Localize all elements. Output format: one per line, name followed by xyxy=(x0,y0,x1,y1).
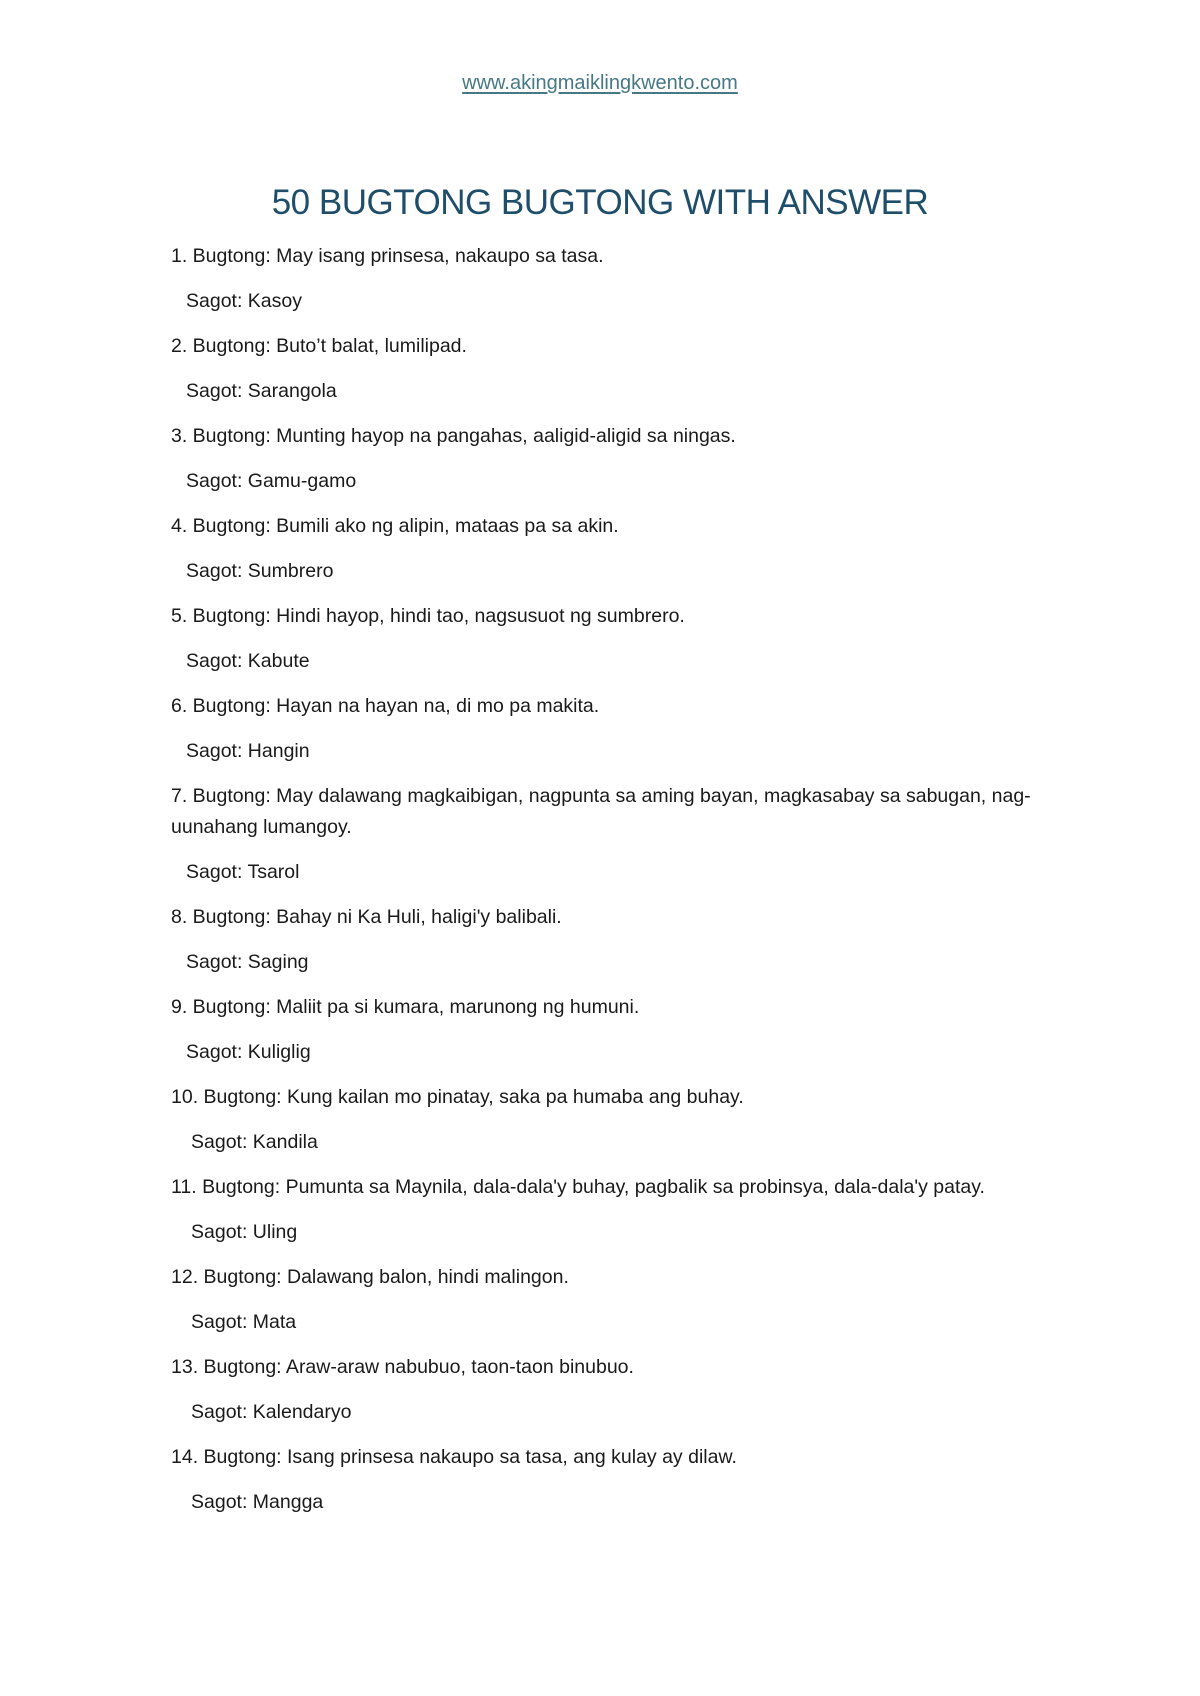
riddle-answer: Sagot: Kasoy xyxy=(186,290,302,312)
riddle-answer: Sagot: Sumbrero xyxy=(186,560,334,582)
riddle-question: 13. Bugtong: Araw-araw nabubuo, taon-taon binubuo. xyxy=(171,1356,634,1378)
riddle-answer: Sagot: Saging xyxy=(186,951,309,973)
riddle-question: 8. Bugtong: Bahay ni Ka Huli, haligi'y balibali. xyxy=(171,906,562,928)
riddle-list xyxy=(171,241,1031,1532)
riddle-question: 7. Bugtong: May dalawang magkaibigan, nagpunta sa aming bayan, magkasabay sa sabugan, nag-uunahang lumangoy. xyxy=(171,785,1031,838)
riddle-question: 2. Bugtong: Buto’t balat, lumilipad. xyxy=(171,335,467,357)
riddle-item xyxy=(171,511,1031,587)
riddle-answer: Sagot: Kandila xyxy=(191,1131,318,1153)
riddle-answer: Sagot: Uling xyxy=(191,1221,298,1243)
riddle-answer: Sagot: Kalendaryo xyxy=(191,1401,352,1423)
riddle-question: 3. Bugtong: Munting hayop na pangahas, aaligid-aligid sa ningas. xyxy=(171,425,736,447)
riddle-answer: Sagot: Gamu-gamo xyxy=(186,470,357,492)
riddle-answer: Sagot: Kuliglig xyxy=(186,1041,311,1063)
riddle-question: 12. Bugtong: Dalawang balon, hindi malingon. xyxy=(171,1266,569,1288)
riddle-item xyxy=(171,601,1031,677)
riddle-item xyxy=(171,331,1031,407)
riddle-answer: Sagot: Sarangola xyxy=(186,380,337,402)
riddle-answer: Sagot: Kabute xyxy=(186,650,310,672)
riddle-question: 14. Bugtong: Isang prinsesa nakaupo sa tasa, ang kulay ay dilaw. xyxy=(171,1446,737,1468)
riddle-question: 6. Bugtong: Hayan na hayan na, di mo pa makita. xyxy=(171,695,600,717)
riddle-question: 1. Bugtong: May isang prinsesa, nakaupo sa tasa. xyxy=(171,245,604,267)
riddle-item xyxy=(171,691,1031,767)
riddle-question: 11. Bugtong: Pumunta sa Maynila, dala-dala'y buhay, pagbalik sa probinsya, dala-dala'y patay. xyxy=(171,1176,985,1198)
site-link[interactable]: www.akingmaiklingkwento.com xyxy=(462,72,738,94)
riddle-item xyxy=(171,1172,1031,1248)
page-title: 50 BUGTONG BUGTONG WITH ANSWER xyxy=(271,183,929,222)
riddle-answer: Sagot: Mangga xyxy=(191,1491,324,1513)
riddle-item xyxy=(171,992,1031,1068)
riddle-item xyxy=(171,902,1031,978)
riddle-item xyxy=(171,781,1031,888)
riddle-question: 9. Bugtong: Maliit pa si kumara, marunong ng humuni. xyxy=(171,996,640,1018)
riddle-item xyxy=(171,421,1031,497)
riddle-item xyxy=(171,1352,1031,1428)
riddle-item xyxy=(171,1082,1031,1158)
riddle-item xyxy=(171,1442,1031,1518)
riddle-answer: Sagot: Mata xyxy=(191,1311,297,1333)
riddle-answer: Sagot: Tsarol xyxy=(186,861,300,883)
riddle-answer: Sagot: Hangin xyxy=(186,740,310,762)
riddle-question: 4. Bugtong: Bumili ako ng alipin, mataas pa sa akin. xyxy=(171,515,619,537)
riddle-item xyxy=(171,1262,1031,1338)
riddle-question: 10. Bugtong: Kung kailan mo pinatay, saka pa humaba ang buhay. xyxy=(171,1086,744,1108)
riddle-item xyxy=(171,241,1031,317)
riddle-question: 5. Bugtong: Hindi hayop, hindi tao, nagsusuot ng sumbrero. xyxy=(171,605,685,627)
